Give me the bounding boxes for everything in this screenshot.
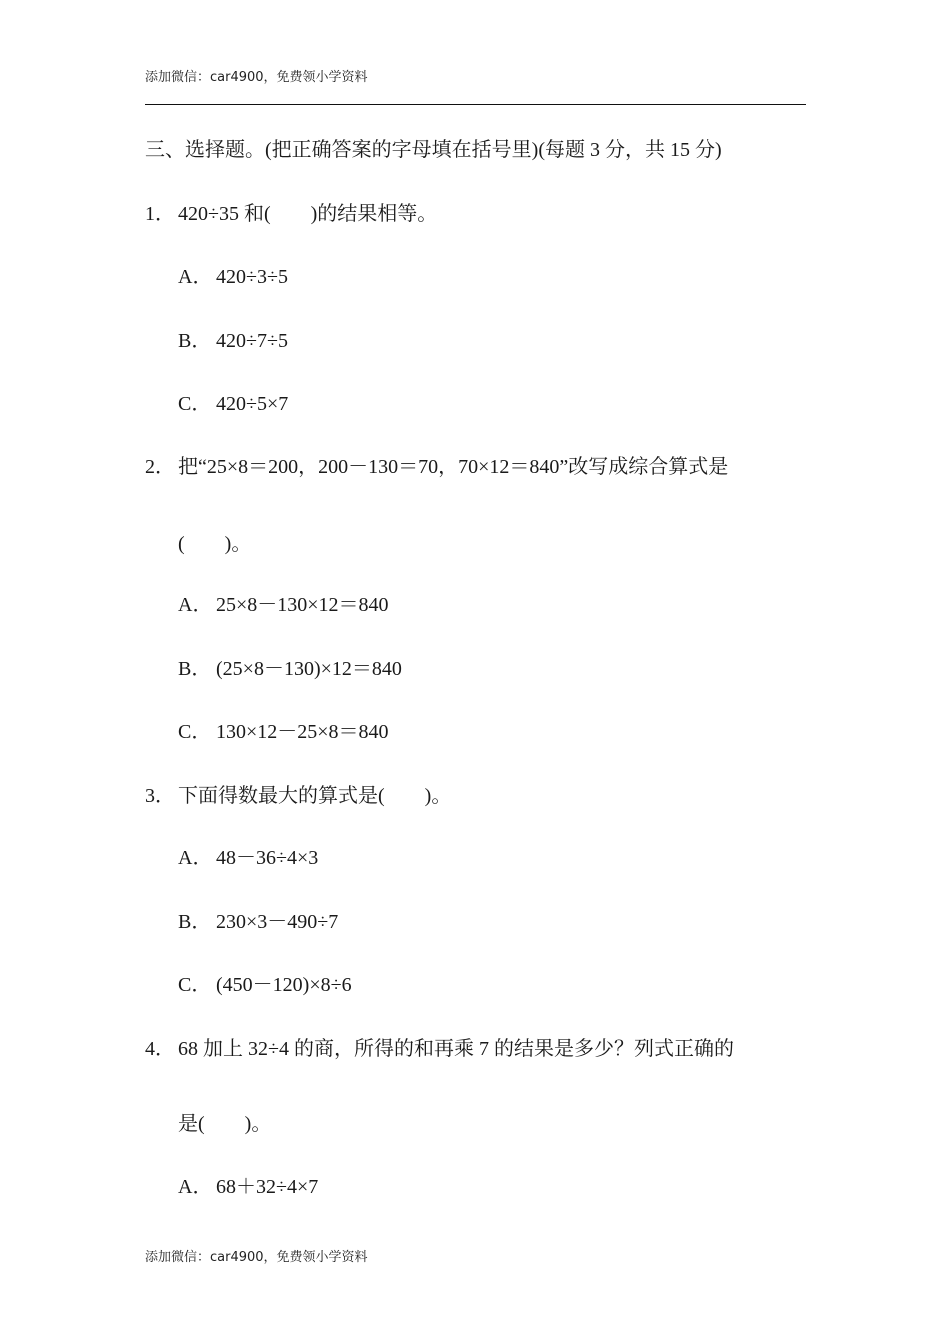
question-number: 2． (145, 456, 175, 478)
option-label: A． (178, 594, 213, 616)
option-label: C． (178, 974, 212, 996)
question-stem: 把“25×8＝200，200－130＝70，70×12＝840”改写成综合算式是 (178, 456, 729, 478)
question-2-continuation: ( )。 (178, 533, 252, 555)
option-2c (178, 718, 389, 746)
question-number: 1． (145, 203, 175, 225)
option-label: A． (178, 266, 213, 288)
option-3a (178, 844, 318, 872)
option-label: B． (178, 330, 212, 352)
option-text: (450－120)×8÷6 (216, 974, 352, 996)
question-stem: 420÷35 和( )的结果相等。 (178, 203, 438, 225)
question-1 (145, 200, 437, 228)
footer-note: 添加微信：car4900，免费领小学资料 (145, 1250, 368, 1265)
header-divider (145, 104, 806, 105)
option-text: (25×8－130)×12＝840 (216, 658, 402, 680)
option-text: 68＋32÷4×7 (216, 1176, 319, 1198)
option-label: A． (178, 847, 213, 869)
section-title: 三、选择题。(把正确答案的字母填在括号里)(每题 3 分，共 15 分) (145, 139, 722, 161)
option-1a (178, 263, 288, 291)
option-text: 48－36÷4×3 (216, 847, 319, 869)
option-2b (178, 655, 402, 683)
question-number: 3． (145, 785, 175, 807)
option-text: 230×3－490÷7 (216, 911, 339, 933)
header-note: 添加微信：car4900，免费领小学资料 (145, 70, 368, 85)
option-text: 130×12－25×8＝840 (216, 721, 389, 743)
option-text: 420÷7÷5 (216, 330, 288, 352)
option-text: 25×8－130×12＝840 (216, 594, 389, 616)
option-text: 420÷5×7 (216, 393, 289, 415)
question-stem: 68 加上 32÷4 的商，所得的和再乘 7 的结果是多少？列式正确的 (178, 1038, 734, 1060)
question-2 (145, 453, 728, 481)
option-1c (178, 390, 288, 418)
question-3 (145, 782, 451, 810)
option-3b (178, 908, 338, 936)
question-number: 4． (145, 1038, 175, 1060)
option-label: B． (178, 911, 212, 933)
option-label: C． (178, 721, 212, 743)
question-stem: 下面得数最大的算式是( )。 (178, 785, 452, 807)
option-3c (178, 971, 352, 999)
option-2a (178, 591, 389, 619)
option-label: B． (178, 658, 212, 680)
option-label: A． (178, 1176, 213, 1198)
option-text: 420÷3÷5 (216, 266, 288, 288)
question-4 (145, 1035, 734, 1063)
option-4a (178, 1173, 318, 1201)
question-4-continuation: 是( )。 (178, 1113, 272, 1135)
option-1b (178, 327, 288, 355)
option-label: C． (178, 393, 212, 415)
